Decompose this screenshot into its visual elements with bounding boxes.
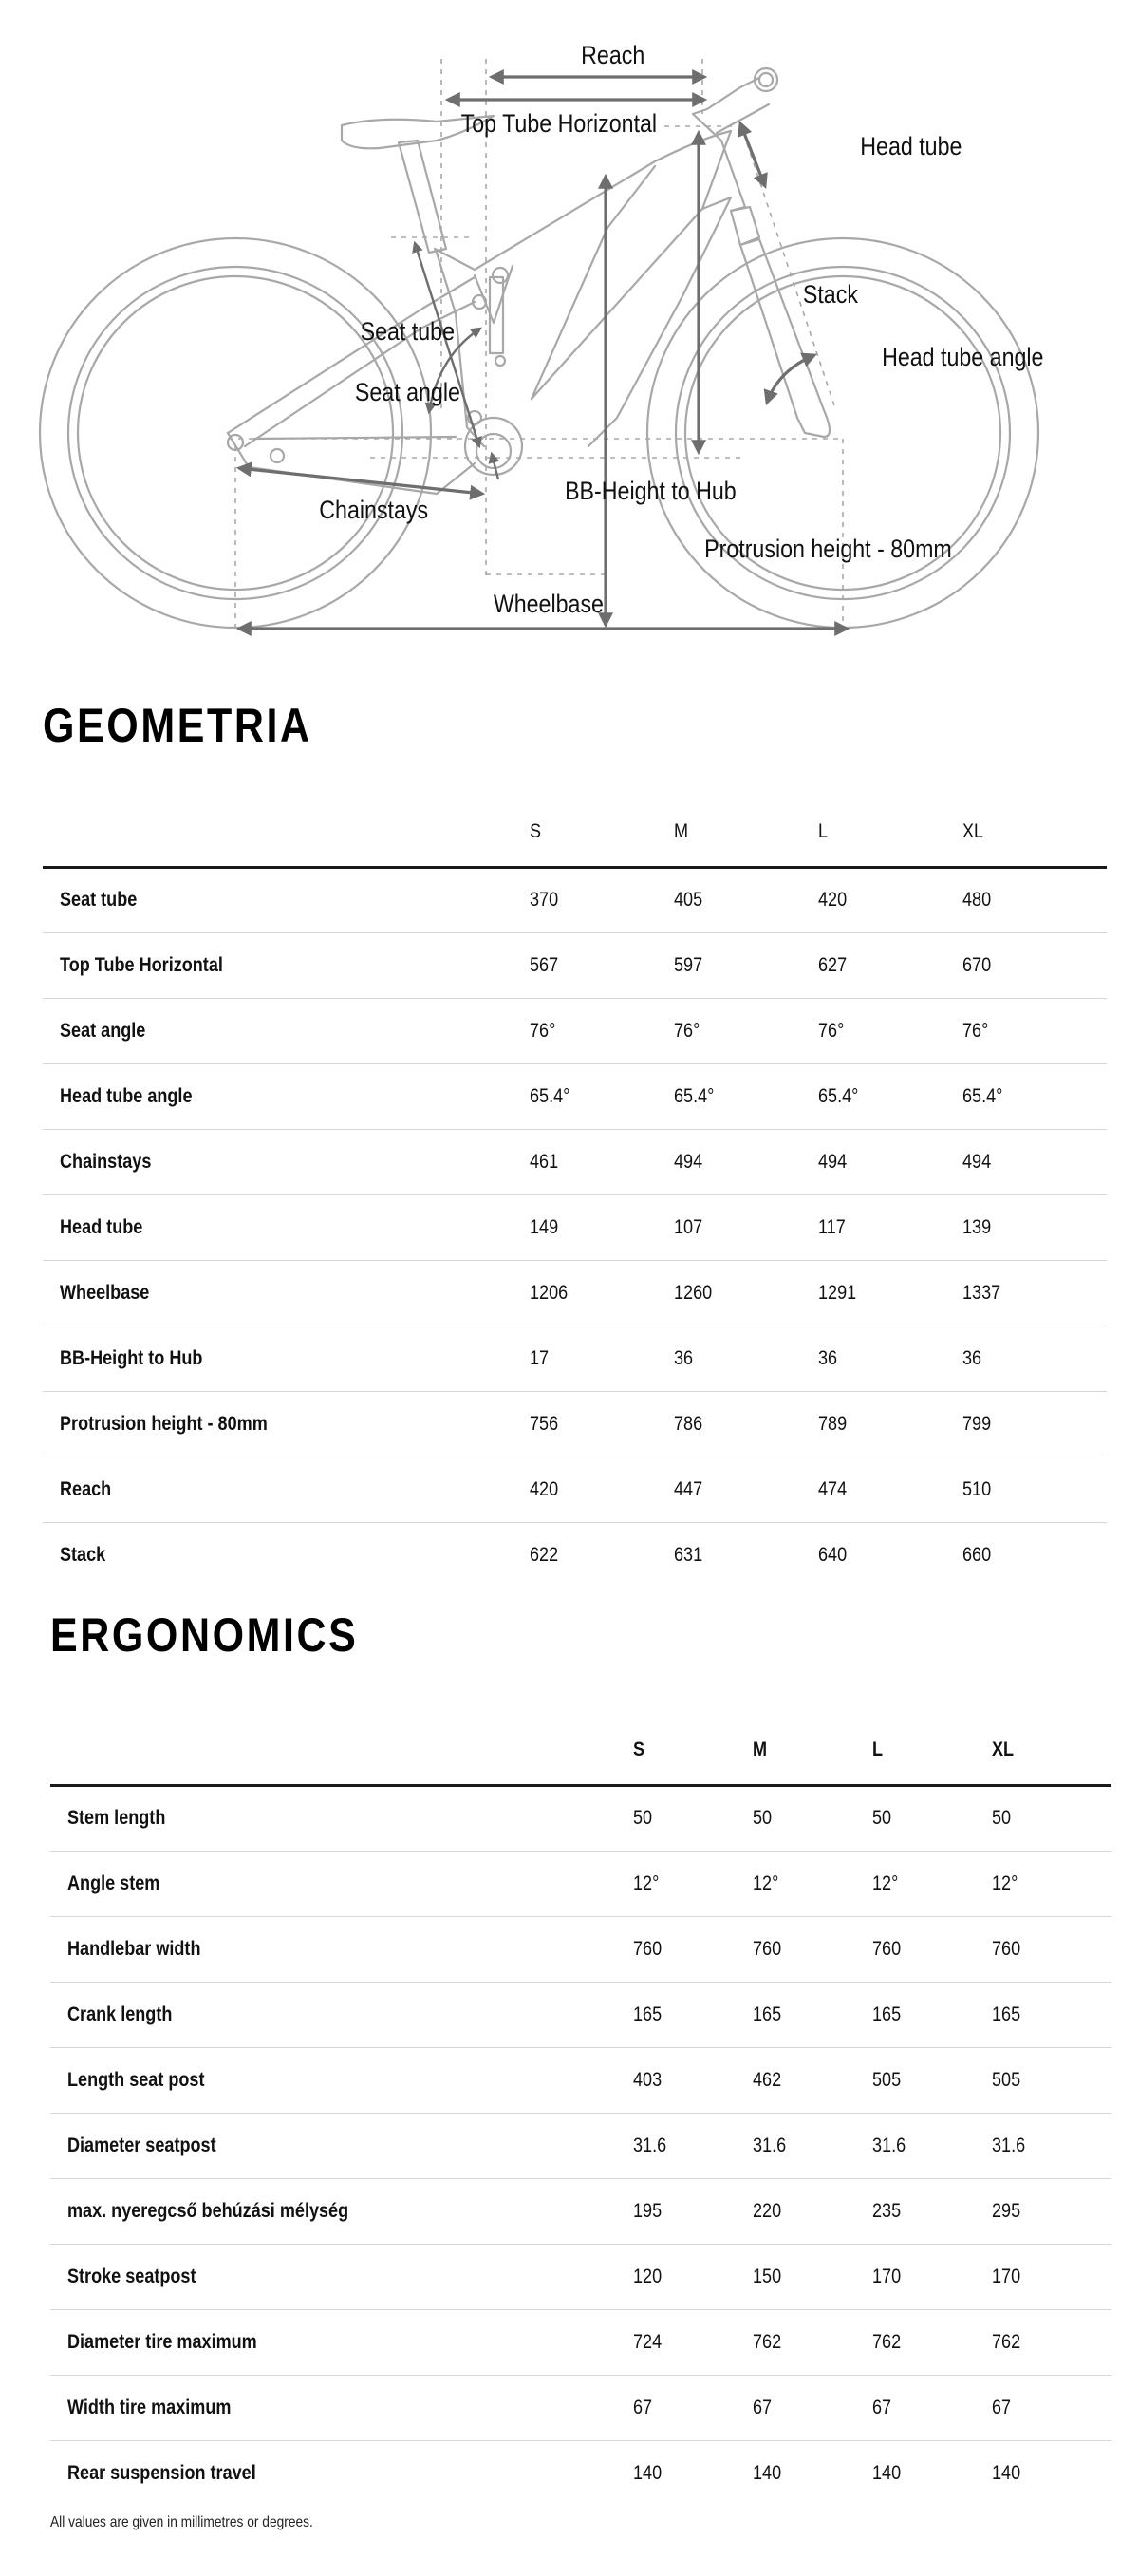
value-cell: 170 [992,2265,1021,2287]
row-label: Top Tube Horizontal [60,953,223,976]
value-cell: 1291 [818,1281,857,1304]
value-cell: 140 [872,2461,902,2484]
value-cell: 505 [992,2068,1021,2091]
table-row [50,1982,1111,2047]
row-label: Diameter seatpost [67,2134,216,2156]
row-label: Rear suspension travel [67,2461,256,2484]
value-cell: 494 [674,1150,703,1173]
value-cell: 762 [753,2330,782,2353]
table-row [50,2440,1111,2506]
geometry-header-size: M [674,798,818,867]
label-reach: Reach [581,41,645,70]
value-cell: 1260 [674,1281,713,1304]
value-cell: 510 [962,1477,992,1500]
value-cell: 165 [872,2003,902,2025]
row-label: Chainstays [60,1150,152,1173]
value-cell: 165 [633,2003,663,2025]
row-label: Seat tube [60,889,138,911]
value-cell: 50 [633,1807,653,1829]
value-cell: 50 [753,1807,773,1829]
row-label: Stack [60,1543,106,1566]
value-cell: 140 [633,2461,663,2484]
label-seat-tube: Seat tube [360,317,456,347]
value-cell: 220 [753,2199,782,2222]
label-head-tube-angle: Head tube angle [882,343,1044,372]
value-cell: 12° [753,1871,779,1894]
chainstays-arrow [239,468,482,494]
value-cell: 195 [633,2199,663,2222]
value-cell: 627 [818,953,848,976]
value-cell: 65.4° [818,1084,859,1107]
table-row [43,867,1107,932]
row-label: Protrusion height - 80mm [60,1412,268,1435]
geometry-header-size: L [818,798,962,867]
value-cell: 370 [530,889,559,911]
value-cell: 165 [753,2003,782,2025]
value-cell: 76° [674,1019,700,1042]
value-cell: 567 [530,953,559,976]
value-cell: 461 [530,1150,559,1173]
table-row [43,1063,1107,1129]
ergonomics-header-size: S [633,1716,753,1785]
value-cell: 494 [962,1150,992,1173]
value-cell: 631 [674,1543,703,1566]
ergonomics-title: ERGONOMICS [50,1608,359,1662]
table-row [50,2309,1111,2375]
row-label: Head tube [60,1215,143,1238]
ergonomics-header-blank [50,1716,633,1785]
value-cell: 67 [633,2396,653,2418]
label-protrusion-height: Protrusion height - 80mm [704,535,952,564]
value-cell: 447 [674,1477,703,1500]
table-row [43,1457,1107,1522]
value-cell: 235 [872,2199,902,2222]
value-cell: 17 [530,1346,550,1369]
geometry-header-size: XL [962,798,1107,867]
row-label: Length seat post [67,2068,205,2091]
value-cell: 756 [530,1412,559,1435]
value-cell: 31.6 [872,2134,906,2156]
value-cell: 139 [962,1215,992,1238]
value-cell: 760 [753,1937,782,1960]
row-label: Stroke seatpost [67,2265,196,2287]
value-cell: 149 [530,1215,559,1238]
value-cell: 799 [962,1412,992,1435]
row-label: Diameter tire maximum [67,2330,257,2353]
row-label: BB-Height to Hub [60,1346,203,1369]
label-bb-height-to-hub: BB-Height to Hub [565,477,737,506]
value-cell: 140 [992,2461,1021,2484]
units-footnote: All values are given in millimetres or degrees. [50,2514,313,2530]
value-cell: 67 [753,2396,773,2418]
geometry-header-blank [43,798,530,867]
value-cell: 31.6 [753,2134,787,2156]
value-cell: 65.4° [530,1084,570,1107]
table-row [43,932,1107,998]
table-row [43,998,1107,1063]
table-row [43,1522,1107,1588]
value-cell: 760 [872,1937,902,1960]
table-row [50,2244,1111,2309]
value-cell: 31.6 [992,2134,1026,2156]
row-label: Reach [60,1477,112,1500]
value-cell: 76° [962,1019,989,1042]
table-row [50,1851,1111,1916]
row-label: Angle stem [67,1871,160,1894]
row-label: Crank length [67,2003,173,2025]
value-cell: 640 [818,1543,848,1566]
ergonomics-header-row [50,1716,1111,1785]
geometry-table [43,798,1107,1588]
value-cell: 117 [818,1215,846,1238]
bike-geometry-diagram [0,0,1139,665]
ergonomics-header-size: XL [992,1716,1111,1785]
row-label: Seat angle [60,1019,146,1042]
value-cell: 420 [818,889,848,911]
table-row [50,2113,1111,2178]
value-cell: 405 [674,889,703,911]
table-row [43,1260,1107,1326]
value-cell: 760 [633,1937,663,1960]
geometry-header-row [43,798,1107,867]
value-cell: 403 [633,2068,663,2091]
value-cell: 480 [962,889,992,911]
row-label: Wheelbase [60,1281,150,1304]
value-cell: 505 [872,2068,902,2091]
label-wheelbase: Wheelbase [493,590,604,619]
table-row [50,2047,1111,2113]
ergonomics-table [50,1716,1111,2506]
value-cell: 762 [992,2330,1021,2353]
value-cell: 36 [818,1346,838,1369]
value-cell: 474 [818,1477,848,1500]
value-cell: 50 [992,1807,1012,1829]
value-cell: 760 [992,1937,1021,1960]
label-seat-angle: Seat angle [354,378,460,407]
value-cell: 597 [674,953,703,976]
value-cell: 295 [992,2199,1021,2222]
value-cell: 12° [633,1871,660,1894]
value-cell: 1206 [530,1281,569,1304]
value-cell: 165 [992,2003,1021,2025]
value-cell: 12° [872,1871,899,1894]
value-cell: 65.4° [674,1084,715,1107]
ergonomics-header-size: M [753,1716,872,1785]
table-row [50,2375,1111,2440]
value-cell: 140 [753,2461,782,2484]
label-top-tube-horizontal: Top Tube Horizontal [460,109,658,139]
row-label: Head tube angle [60,1084,193,1107]
table-row [43,1326,1107,1391]
row-label: Handlebar width [67,1937,201,1960]
geometry-header-size: S [530,798,674,867]
row-label: Stem length [67,1807,166,1829]
value-cell: 622 [530,1543,559,1566]
label-chainstays: Chainstays [319,496,429,525]
ergonomics-header-size: L [872,1716,992,1785]
value-cell: 762 [872,2330,902,2353]
value-cell: 67 [992,2396,1012,2418]
value-cell: 660 [962,1543,992,1566]
value-cell: 107 [674,1215,703,1238]
table-row [50,1785,1111,1851]
row-label: Width tire maximum [67,2396,232,2418]
value-cell: 724 [633,2330,663,2353]
value-cell: 50 [872,1807,892,1829]
value-cell: 12° [992,1871,1018,1894]
value-cell: 76° [530,1019,556,1042]
value-cell: 36 [962,1346,982,1369]
geometry-title: GEOMETRIA [43,699,312,752]
table-row [43,1391,1107,1457]
value-cell: 494 [818,1150,848,1173]
row-label: max. nyeregcső behúzási mélység [67,2199,349,2222]
table-row [43,1194,1107,1260]
value-cell: 65.4° [962,1084,1003,1107]
value-cell: 31.6 [633,2134,667,2156]
label-head-tube: Head tube [860,132,962,161]
value-cell: 36 [674,1346,694,1369]
value-cell: 1337 [962,1281,1001,1304]
value-cell: 786 [674,1412,703,1435]
head-tube-arrow [740,123,765,186]
table-row [50,2178,1111,2244]
value-cell: 670 [962,953,992,976]
value-cell: 170 [872,2265,902,2287]
table-row [50,1916,1111,1982]
rear-wheel [40,238,431,628]
label-stack: Stack [802,280,858,310]
value-cell: 120 [633,2265,663,2287]
value-cell: 67 [872,2396,892,2418]
value-cell: 462 [753,2068,782,2091]
value-cell: 76° [818,1019,845,1042]
value-cell: 789 [818,1412,848,1435]
value-cell: 420 [530,1477,559,1500]
table-row [43,1129,1107,1194]
value-cell: 150 [753,2265,782,2287]
